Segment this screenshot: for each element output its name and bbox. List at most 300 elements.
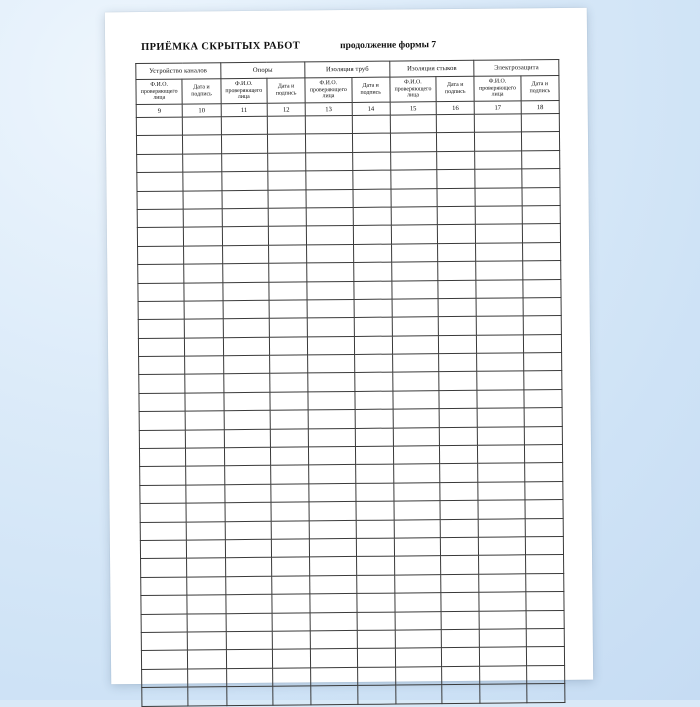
table-cell[interactable] <box>309 520 355 539</box>
table-cell[interactable] <box>525 573 564 592</box>
table-cell[interactable] <box>271 539 309 558</box>
table-cell[interactable] <box>354 299 392 318</box>
table-cell[interactable] <box>139 356 185 375</box>
table-cell[interactable] <box>224 484 270 503</box>
table-cell[interactable] <box>272 668 310 687</box>
table-cell[interactable] <box>526 592 565 611</box>
table-cell[interactable] <box>477 353 523 372</box>
table-cell[interactable] <box>183 153 221 172</box>
table-cell[interactable] <box>438 317 476 336</box>
table-cell[interactable] <box>141 595 187 614</box>
table-cell[interactable] <box>138 319 184 338</box>
table-cell[interactable] <box>438 280 476 299</box>
table-cell[interactable] <box>226 668 272 687</box>
table-cell[interactable] <box>226 650 272 669</box>
table-cell[interactable] <box>352 170 390 189</box>
table-cell[interactable] <box>438 298 476 317</box>
table-cell[interactable] <box>308 336 354 355</box>
table-cell[interactable] <box>477 408 523 427</box>
table-cell[interactable] <box>142 687 188 706</box>
table-cell[interactable] <box>393 409 439 428</box>
table-cell[interactable] <box>475 151 521 170</box>
table-cell[interactable] <box>524 463 563 482</box>
table-cell[interactable] <box>352 115 390 134</box>
table-cell[interactable] <box>309 465 355 484</box>
table-cell[interactable] <box>392 317 438 336</box>
table-cell[interactable] <box>395 666 441 685</box>
table-cell[interactable] <box>442 666 480 685</box>
table-cell[interactable] <box>306 189 352 208</box>
table-cell[interactable] <box>270 410 308 429</box>
table-cell[interactable] <box>523 279 562 298</box>
table-cell[interactable] <box>140 503 186 522</box>
table-cell[interactable] <box>522 242 561 261</box>
table-cell[interactable] <box>138 338 184 357</box>
table-cell[interactable] <box>224 466 270 485</box>
table-cell[interactable] <box>187 613 225 632</box>
table-cell[interactable] <box>271 465 309 484</box>
table-cell[interactable] <box>522 187 561 206</box>
table-cell[interactable] <box>306 152 352 171</box>
table-cell[interactable] <box>354 354 392 373</box>
table-cell[interactable] <box>438 335 476 354</box>
table-cell[interactable] <box>226 613 272 632</box>
table-cell[interactable] <box>224 447 270 466</box>
table-cell[interactable] <box>271 484 309 503</box>
table-cell[interactable] <box>188 650 226 669</box>
table-cell[interactable] <box>306 134 352 153</box>
table-cell[interactable] <box>476 261 522 280</box>
table-cell[interactable] <box>355 501 393 520</box>
table-cell[interactable] <box>394 519 440 538</box>
table-cell[interactable] <box>525 500 564 519</box>
table-cell[interactable] <box>221 135 267 154</box>
table-cell[interactable] <box>523 297 562 316</box>
table-cell[interactable] <box>269 355 307 374</box>
table-cell[interactable] <box>441 629 479 648</box>
table-cell[interactable] <box>222 227 268 246</box>
table-cell[interactable] <box>355 483 393 502</box>
table-cell[interactable] <box>394 501 440 520</box>
table-cell[interactable] <box>184 282 222 301</box>
table-cell[interactable] <box>221 116 267 135</box>
table-cell[interactable] <box>391 225 437 244</box>
table-cell[interactable] <box>391 170 437 189</box>
table-cell[interactable] <box>354 317 392 336</box>
table-cell[interactable] <box>523 334 562 353</box>
table-cell[interactable] <box>353 207 391 226</box>
table-cell[interactable] <box>356 556 394 575</box>
table-cell[interactable] <box>272 649 310 668</box>
table-cell[interactable] <box>140 485 186 504</box>
table-cell[interactable] <box>139 393 185 412</box>
table-cell[interactable] <box>526 610 565 629</box>
table-cell[interactable] <box>305 115 351 134</box>
table-cell[interactable] <box>440 500 478 519</box>
table-cell[interactable] <box>394 574 440 593</box>
table-cell[interactable] <box>225 502 271 521</box>
table-cell[interactable] <box>523 353 562 372</box>
table-cell[interactable] <box>437 133 475 152</box>
table-cell[interactable] <box>136 117 182 136</box>
table-cell[interactable] <box>137 209 183 228</box>
table-cell[interactable] <box>392 280 438 299</box>
table-cell[interactable] <box>139 411 185 430</box>
table-cell[interactable] <box>355 465 393 484</box>
table-cell[interactable] <box>225 521 271 540</box>
table-cell[interactable] <box>185 356 223 375</box>
table-cell[interactable] <box>188 687 226 706</box>
table-cell[interactable] <box>308 410 354 429</box>
table-cell[interactable] <box>523 316 562 335</box>
table-cell[interactable] <box>355 409 393 428</box>
table-cell[interactable] <box>309 502 355 521</box>
table-cell[interactable] <box>526 628 565 647</box>
table-cell[interactable] <box>352 189 390 208</box>
table-cell[interactable] <box>225 594 271 613</box>
table-cell[interactable] <box>271 502 309 521</box>
table-cell[interactable] <box>391 243 437 262</box>
table-cell[interactable] <box>185 411 223 430</box>
table-cell[interactable] <box>390 151 436 170</box>
table-cell[interactable] <box>136 135 182 154</box>
table-cell[interactable] <box>224 392 270 411</box>
table-cell[interactable] <box>525 518 564 537</box>
table-cell[interactable] <box>310 557 356 576</box>
table-cell[interactable] <box>354 391 392 410</box>
table-cell[interactable] <box>393 464 439 483</box>
table-cell[interactable] <box>438 261 476 280</box>
table-cell[interactable] <box>270 429 308 448</box>
table-cell[interactable] <box>391 188 437 207</box>
table-cell[interactable] <box>522 205 561 224</box>
table-cell[interactable] <box>477 316 523 335</box>
table-cell[interactable] <box>309 446 355 465</box>
table-cell[interactable] <box>310 612 356 631</box>
table-cell[interactable] <box>475 132 521 151</box>
table-cell[interactable] <box>268 171 306 190</box>
table-cell[interactable] <box>393 372 439 391</box>
table-cell[interactable] <box>308 391 354 410</box>
table-cell[interactable] <box>269 300 307 319</box>
table-cell[interactable] <box>441 574 479 593</box>
table-cell[interactable] <box>138 246 184 265</box>
table-cell[interactable] <box>183 117 221 136</box>
table-cell[interactable] <box>306 207 352 226</box>
table-cell[interactable] <box>475 169 521 188</box>
table-cell[interactable] <box>222 190 268 209</box>
table-cell[interactable] <box>311 686 357 705</box>
table-cell[interactable] <box>357 612 395 631</box>
table-cell[interactable] <box>308 355 354 374</box>
table-cell[interactable] <box>439 390 477 409</box>
table-cell[interactable] <box>478 500 524 519</box>
table-cell[interactable] <box>480 666 526 685</box>
table-cell[interactable] <box>306 171 352 190</box>
table-cell[interactable] <box>221 153 267 172</box>
table-cell[interactable] <box>137 154 183 173</box>
table-cell[interactable] <box>356 538 394 557</box>
table-cell[interactable] <box>187 576 225 595</box>
table-cell[interactable] <box>524 444 563 463</box>
table-cell[interactable] <box>307 226 353 245</box>
table-cell[interactable] <box>352 152 390 171</box>
table-cell[interactable] <box>183 209 221 228</box>
table-cell[interactable] <box>187 540 225 559</box>
table-cell[interactable] <box>138 301 184 320</box>
table-cell[interactable] <box>439 372 477 391</box>
table-cell[interactable] <box>307 318 353 337</box>
table-cell[interactable] <box>439 409 477 428</box>
table-cell[interactable] <box>186 429 224 448</box>
table-cell[interactable] <box>224 411 270 430</box>
table-cell[interactable] <box>476 298 522 317</box>
table-cell[interactable] <box>140 522 186 541</box>
table-cell[interactable] <box>477 371 523 390</box>
table-cell[interactable] <box>357 667 395 686</box>
table-cell[interactable] <box>395 630 441 649</box>
table-cell[interactable] <box>309 483 355 502</box>
table-cell[interactable] <box>273 686 311 705</box>
table-cell[interactable] <box>396 685 442 704</box>
table-cell[interactable] <box>222 263 268 282</box>
table-cell[interactable] <box>356 593 394 612</box>
table-cell[interactable] <box>524 408 563 427</box>
table-cell[interactable] <box>392 299 438 318</box>
table-cell[interactable] <box>268 153 306 172</box>
table-cell[interactable] <box>437 151 475 170</box>
table-cell[interactable] <box>141 614 187 633</box>
table-cell[interactable] <box>268 226 306 245</box>
table-cell[interactable] <box>479 574 525 593</box>
table-cell[interactable] <box>480 629 526 648</box>
table-cell[interactable] <box>140 466 186 485</box>
table-cell[interactable] <box>441 556 479 575</box>
table-cell[interactable] <box>441 592 479 611</box>
table-cell[interactable] <box>394 556 440 575</box>
table-cell[interactable] <box>311 649 357 668</box>
table-cell[interactable] <box>141 632 187 651</box>
table-cell[interactable] <box>395 611 441 630</box>
table-cell[interactable] <box>476 206 522 225</box>
table-cell[interactable] <box>355 446 393 465</box>
table-cell[interactable] <box>222 208 268 227</box>
table-cell[interactable] <box>393 446 439 465</box>
table-cell[interactable] <box>269 263 307 282</box>
table-cell[interactable] <box>267 116 305 135</box>
table-cell[interactable] <box>183 172 221 191</box>
table-cell[interactable] <box>352 133 390 152</box>
table-cell[interactable] <box>272 594 310 613</box>
table-cell[interactable] <box>476 224 522 243</box>
table-cell[interactable] <box>141 558 187 577</box>
table-cell[interactable] <box>479 518 525 537</box>
table-cell[interactable] <box>441 648 479 667</box>
table-cell[interactable] <box>137 172 183 191</box>
table-cell[interactable] <box>269 337 307 356</box>
table-cell[interactable] <box>440 445 478 464</box>
table-cell[interactable] <box>478 445 524 464</box>
table-cell[interactable] <box>139 448 185 467</box>
table-cell[interactable] <box>353 244 391 263</box>
table-cell[interactable] <box>269 318 307 337</box>
table-cell[interactable] <box>479 537 525 556</box>
table-cell[interactable] <box>392 335 438 354</box>
table-cell[interactable] <box>307 263 353 282</box>
table-cell[interactable] <box>269 281 307 300</box>
table-cell[interactable] <box>139 430 185 449</box>
table-cell[interactable] <box>272 576 310 595</box>
table-cell[interactable] <box>138 283 184 302</box>
table-cell[interactable] <box>307 299 353 318</box>
table-cell[interactable] <box>138 264 184 283</box>
table-cell[interactable] <box>394 482 440 501</box>
table-cell[interactable] <box>440 519 478 538</box>
table-cell[interactable] <box>311 667 357 686</box>
table-cell[interactable] <box>475 114 521 133</box>
table-cell[interactable] <box>226 631 272 650</box>
table-cell[interactable] <box>437 188 475 207</box>
table-cell[interactable] <box>186 485 224 504</box>
table-cell[interactable] <box>267 134 305 153</box>
table-cell[interactable] <box>184 245 222 264</box>
table-cell[interactable] <box>437 169 475 188</box>
table-cell[interactable] <box>522 261 561 280</box>
table-cell[interactable] <box>356 520 394 539</box>
table-cell[interactable] <box>185 319 223 338</box>
table-cell[interactable] <box>271 557 309 576</box>
table-cell[interactable] <box>395 593 441 612</box>
table-cell[interactable] <box>522 224 561 243</box>
table-cell[interactable] <box>440 482 478 501</box>
table-cell[interactable] <box>187 595 225 614</box>
table-cell[interactable] <box>392 354 438 373</box>
table-cell[interactable] <box>524 389 563 408</box>
table-cell[interactable] <box>526 647 565 666</box>
table-cell[interactable] <box>308 373 354 392</box>
table-cell[interactable] <box>137 227 183 246</box>
table-cell[interactable] <box>477 335 523 354</box>
table-cell[interactable] <box>393 390 439 409</box>
table-cell[interactable] <box>477 390 523 409</box>
table-cell[interactable] <box>395 648 441 667</box>
table-cell[interactable] <box>183 135 221 154</box>
table-cell[interactable] <box>271 520 309 539</box>
table-cell[interactable] <box>525 536 564 555</box>
table-cell[interactable] <box>186 521 224 540</box>
table-cell[interactable] <box>223 300 269 319</box>
table-cell[interactable] <box>307 281 353 300</box>
table-cell[interactable] <box>272 612 310 631</box>
table-cell[interactable] <box>355 428 393 447</box>
table-cell[interactable] <box>521 113 560 132</box>
table-cell[interactable] <box>141 577 187 596</box>
table-cell[interactable] <box>188 632 226 651</box>
table-cell[interactable] <box>357 630 395 649</box>
table-cell[interactable] <box>184 264 222 283</box>
table-cell[interactable] <box>186 448 224 467</box>
table-cell[interactable] <box>391 262 437 281</box>
table-cell[interactable] <box>524 426 563 445</box>
table-cell[interactable] <box>268 189 306 208</box>
table-cell[interactable] <box>479 555 525 574</box>
table-cell[interactable] <box>526 684 565 703</box>
table-cell[interactable] <box>226 686 272 705</box>
table-cell[interactable] <box>354 373 392 392</box>
table-cell[interactable] <box>438 243 476 262</box>
table-cell[interactable] <box>390 115 436 134</box>
table-cell[interactable] <box>478 426 524 445</box>
table-cell[interactable] <box>391 207 437 226</box>
table-cell[interactable] <box>478 482 524 501</box>
table-cell[interactable] <box>184 227 222 246</box>
table-cell[interactable] <box>310 630 356 649</box>
table-cell[interactable] <box>272 631 310 650</box>
table-cell[interactable] <box>439 427 477 446</box>
table-cell[interactable] <box>310 575 356 594</box>
table-row[interactable] <box>142 684 565 706</box>
table-cell[interactable] <box>357 648 395 667</box>
table-cell[interactable] <box>185 374 223 393</box>
table-cell[interactable] <box>224 429 270 448</box>
table-cell[interactable] <box>225 576 271 595</box>
table-cell[interactable] <box>142 669 188 688</box>
table-cell[interactable] <box>356 575 394 594</box>
table-cell[interactable] <box>223 319 269 338</box>
table-cell[interactable] <box>268 245 306 264</box>
table-cell[interactable] <box>353 262 391 281</box>
table-cell[interactable] <box>268 208 306 227</box>
table-cell[interactable] <box>185 337 223 356</box>
table-cell[interactable] <box>393 427 439 446</box>
table-cell[interactable] <box>357 685 395 704</box>
table-cell[interactable] <box>524 481 563 500</box>
table-cell[interactable] <box>270 373 308 392</box>
table-cell[interactable] <box>390 133 436 152</box>
table-cell[interactable] <box>475 187 521 206</box>
table-cell[interactable] <box>521 169 560 188</box>
table-cell[interactable] <box>310 594 356 613</box>
table-cell[interactable] <box>141 650 187 669</box>
table-cell[interactable] <box>137 191 183 210</box>
table-cell[interactable] <box>223 374 269 393</box>
table-cell[interactable] <box>526 665 565 684</box>
table-cell[interactable] <box>437 225 475 244</box>
table-cell[interactable] <box>525 555 564 574</box>
table-cell[interactable] <box>479 610 525 629</box>
table-cell[interactable] <box>139 375 185 394</box>
table-cell[interactable] <box>187 558 225 577</box>
table-cell[interactable] <box>270 447 308 466</box>
table-cell[interactable] <box>523 371 562 390</box>
table-cell[interactable] <box>221 171 267 190</box>
table-cell[interactable] <box>476 279 522 298</box>
table-cell[interactable] <box>437 206 475 225</box>
table-cell[interactable] <box>223 337 269 356</box>
table-cell[interactable] <box>441 611 479 630</box>
table-cell[interactable] <box>478 463 524 482</box>
table-cell[interactable] <box>394 538 440 557</box>
table-cell[interactable] <box>186 466 224 485</box>
table-cell[interactable] <box>222 245 268 264</box>
table-cell[interactable] <box>440 464 478 483</box>
table-cell[interactable] <box>222 282 268 301</box>
table-cell[interactable] <box>225 539 271 558</box>
table-cell[interactable] <box>223 355 269 374</box>
table-cell[interactable] <box>439 353 477 372</box>
table-cell[interactable] <box>442 684 480 703</box>
table-cell[interactable] <box>185 393 223 412</box>
